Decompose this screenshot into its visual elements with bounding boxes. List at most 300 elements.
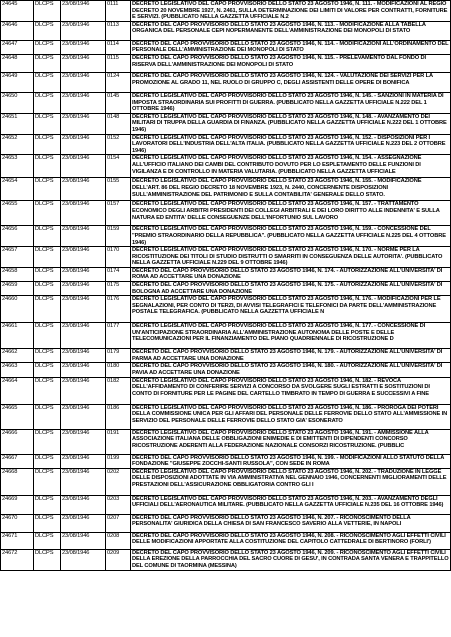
act-description: DECRETO DEL CAPO PROVVISORIO DELLO STATO 23 AGOSTO 1946, N. 180. - AUTORIZZAZIONE ALL'UNIVERSITA' DI PAVIA AD ACCETTARE UNA DONAZIONE xyxy=(132,363,443,377)
act-code: 0170 xyxy=(107,247,120,254)
table-row xyxy=(1,155,451,178)
table-row xyxy=(1,113,451,134)
act-date: 23/08/1946 xyxy=(62,40,90,47)
act-date-cell xyxy=(61,454,106,468)
act-code: 0148 xyxy=(107,113,120,120)
row-number: 24652 xyxy=(2,134,18,141)
act-type: DLCPS xyxy=(35,92,54,99)
act-description-cell xyxy=(131,377,451,404)
row-number: 24649 xyxy=(2,72,18,79)
row-number: 24646 xyxy=(2,21,18,28)
act-code: 0154 xyxy=(107,155,120,162)
act-type-cell xyxy=(34,1,61,22)
act-type-cell xyxy=(34,495,61,514)
table-row xyxy=(1,226,451,247)
row-number: 24668 xyxy=(2,468,18,475)
act-code: 0207 xyxy=(107,514,120,521)
act-date-cell xyxy=(61,323,106,349)
act-description: DECRETO LEGISLATIVO DEL CAPO PROVVISORIO DELLO STATO 23 AGOSTO 1946, N. 202. - TRADUZIONE IN LEGGE DELLE DISPOSIZIONI ADOTTATE IN VIA AMMINISTRATIVA NEL GENNAIO 1946, CONCERNENTI MIGLIORAMENTI DELLE PRESTAZIONI DELL'ASSICURAZIONE OBBLIGATORIA CONTRO GLI I xyxy=(132,468,447,488)
act-type: DLCPS xyxy=(35,454,54,461)
row-number-cell xyxy=(1,54,34,72)
act-type: DLCPS xyxy=(35,323,54,330)
act-date: 23/08/1946 xyxy=(62,323,90,330)
row-number-cell xyxy=(1,429,34,454)
act-type-cell xyxy=(34,468,61,495)
act-type-cell xyxy=(34,54,61,72)
act-date: 23/08/1946 xyxy=(62,178,90,185)
act-description-cell xyxy=(131,92,451,113)
act-type: DLCPS xyxy=(35,495,54,502)
table-row xyxy=(1,429,451,454)
row-number: 24648 xyxy=(2,54,18,61)
act-code-cell xyxy=(106,363,131,377)
row-number-cell xyxy=(1,532,34,549)
act-date-cell xyxy=(61,54,106,72)
act-type: DLCPS xyxy=(35,72,54,79)
row-number-cell xyxy=(1,155,34,178)
act-code-cell xyxy=(106,201,131,226)
act-description: DECRETO LEGISLATIVO DEL CAPO PROVVISORIO DELLO STATO 23 AGOSTO 1946, N. 159. - CONCESSIONE DEL "PREMIO STRAORDINARIO DELLA REPUBBLICA". (PUBBLICATO NELLA GAZZETTA UFFICIALE N.225 DEL 4 OTTOBRE 1946) xyxy=(132,226,446,246)
row-number: 24661 xyxy=(2,323,18,330)
act-type: DLCPS xyxy=(35,532,54,539)
act-description: DECRETO DEL CAPO PROVVISORIO DELLO STATO 23 AGOSTO 1946, N. 114. - MODIFICAZIONI ALL'ORDINAMENTO DEL PERSONALE DELL'AMMINISTRAZIONE DEI MONOPOLI DI STATO xyxy=(132,40,449,54)
act-description: DECRETO DEL CAPO PROVVISORIO DELLO STATO 23 AGOSTO 1946, N. 113. - MODIFICAZIONE ALLA TABELLA ORGANICA DEL PERSONALE CEPI NOPERMANENTE DELL'AMMINISTRAZIONE DEI MONOPOLI DI STATO xyxy=(132,21,426,35)
table-row xyxy=(1,21,451,40)
act-date: 23/08/1946 xyxy=(62,377,90,384)
act-description-cell xyxy=(131,495,451,514)
row-number: 24658 xyxy=(2,267,18,274)
act-type-cell xyxy=(34,113,61,134)
act-description-cell xyxy=(131,40,451,54)
act-date: 23/08/1946 xyxy=(62,21,90,28)
act-date-cell xyxy=(61,404,106,429)
act-code: 0114 xyxy=(107,40,119,47)
act-code-cell xyxy=(106,323,131,349)
act-type-cell xyxy=(34,454,61,468)
act-date-cell xyxy=(61,349,106,363)
act-code: 0175 xyxy=(107,282,120,289)
act-type: DLCPS xyxy=(35,267,54,274)
act-code-cell xyxy=(106,247,131,268)
act-code: 0180 xyxy=(107,363,120,370)
act-type: DLCPS xyxy=(35,1,54,7)
act-date-cell xyxy=(61,226,106,247)
act-code-cell xyxy=(106,267,131,281)
act-description-cell xyxy=(131,72,451,92)
act-description-cell xyxy=(131,247,451,268)
act-date-cell xyxy=(61,201,106,226)
row-number-cell xyxy=(1,201,34,226)
act-code: 0124 xyxy=(107,72,120,79)
row-number-cell xyxy=(1,267,34,281)
row-number-cell xyxy=(1,349,34,363)
act-type-cell xyxy=(34,134,61,155)
act-date-cell xyxy=(61,40,106,54)
table-row xyxy=(1,40,451,54)
act-date: 23/08/1946 xyxy=(62,282,90,289)
row-number: 24650 xyxy=(2,92,18,99)
act-type-cell xyxy=(34,92,61,113)
row-number-cell xyxy=(1,40,34,54)
row-number-cell xyxy=(1,323,34,349)
act-type: DLCPS xyxy=(35,549,54,556)
act-type-cell xyxy=(34,296,61,323)
act-code: 0199 xyxy=(107,454,120,461)
act-description: DECRETO DEL CAPO PROVVISORIO DELLO STATO 23 AGOSTO 1946, N. 115. - PRELEVAMENTO DAL FONDO DI RISERVA DELL'AMMINISTRAZIONE DEI MONOPOLI DI STATO xyxy=(132,54,426,68)
act-date: 23/08/1946 xyxy=(62,72,90,79)
act-date: 23/08/1946 xyxy=(62,296,90,303)
act-code: 0111 xyxy=(107,1,119,7)
act-description-cell xyxy=(131,532,451,549)
table-row xyxy=(1,54,451,72)
row-number: 24670 xyxy=(2,514,18,521)
act-code: 0179 xyxy=(107,349,120,356)
act-description: DECRETO LEGISLATIVO DEL CAPO PROVVISORIO DELLO STATO 23 AGOSTO 1946, N. 148. - AVANZAMENTO DEI MILITARI DI TRUPPA DELLA GUARDIA DI FINANZA. (PUBBLICATO NELLA GAZZETTA UFFICIALE N.222 DEL 1 OTTOBRE 1946) xyxy=(132,113,447,133)
act-date: 23/08/1946 xyxy=(62,549,90,556)
act-date: 23/08/1946 xyxy=(62,349,90,356)
act-date-cell xyxy=(61,247,106,268)
act-code: 0177 xyxy=(107,323,120,330)
table-row xyxy=(1,532,451,549)
act-description: DECRETO LEGISLATIVO DEL CAPO PROVVISORIO DELLO STATO 23 AGOSTO 1946, N. 203. - AVANZAMENTO DEGLI UFFICIALI DELL'AERONAUTICA MILITARE. (PUBBLICATO NELLA GAZZETTA UFFICIALE N.235 DEL 16 OTTOBRE 1946) xyxy=(132,495,444,509)
act-date: 23/08/1946 xyxy=(62,92,90,99)
act-date: 23/08/1946 xyxy=(62,1,90,7)
act-code-cell xyxy=(106,404,131,429)
act-description: DECRETO LEGISLATIVO DEL CAPO PROVVISORIO DELLO STATO 23 AGOSTO 1946, N. 186. - PROROGA DEI POTERI DELLA COMMISSIONE UNICA PER GLI AFFARI DEL PERSONALE DELLE FERROVIE DELLO STATO ALL'AMMISSIONE IN SERVIZIO DEL PERSONALE DELLE FERROVIE DELLO STATO GIA' ESONERATO xyxy=(132,404,448,424)
act-date-cell xyxy=(61,282,106,296)
act-code-cell xyxy=(106,155,131,178)
act-date-cell xyxy=(61,514,106,532)
act-description-cell xyxy=(131,201,451,226)
act-description: DECRETO LEGISLATIVO DEL CAPO PROVVISORIO DELLO STATO 23 AGOSTO 1946, N. 176. - MODIFICAZIONI PER LE SEGNALAZIONI, PER CONTO DI TERZI, DI AVVISI TELEGRAFICI E TELEFONICI DA PARTE DELL'AMMINISTRAZIONE POSTALE TELEGRAFICA. (PUBBLICATO NELLA GAZZETTA UFFICIALE N xyxy=(132,296,441,316)
row-number-cell xyxy=(1,549,34,570)
row-number-cell xyxy=(1,113,34,134)
act-description-cell xyxy=(131,134,451,155)
act-code-cell xyxy=(106,1,131,22)
row-number: 24659 xyxy=(2,282,18,289)
act-code-cell xyxy=(106,495,131,514)
act-date: 23/08/1946 xyxy=(62,532,90,539)
act-type-cell xyxy=(34,40,61,54)
table-row xyxy=(1,454,451,468)
act-code-cell xyxy=(106,429,131,454)
act-code: 0191 xyxy=(107,429,120,436)
act-type: DLCPS xyxy=(35,155,54,162)
act-code: 0203 xyxy=(107,495,120,502)
table-row xyxy=(1,201,451,226)
act-description: DECRETO LEGISLATIVO DEL CAPO PROVVISORIO DELLO STATO 23 AGOSTO 1946, N. 177. - CONCESSIONE DI UN'ANTICIPAZIONE STRAORDINARIA ALL'AMMINISTRAZIONE AUTONOMA DELLE POSTE E DELLE TELECOMUNICAZIONI PER IL FINANZIAMENTO DEL PIANO QUADRIENNALE DI RICOSTRUZIONE D xyxy=(132,323,426,343)
act-code: 0208 xyxy=(107,532,120,539)
act-description: DECRETO DEL CAPO PROVVISORIO DELLO STATO 23 AGOSTO 1946, N. 174. - AUTORIZZAZIONE ALL'UNIVERSITA' DI ROMA AD ACCETTARE UNA DONAZIONE xyxy=(132,267,443,281)
act-type: DLCPS xyxy=(35,282,54,289)
act-code: 0176 xyxy=(107,296,120,303)
act-description: DECRETO LEGISLATIVO DEL CAPO PROVVISORIO DELLO STATO 23 AGOSTO 1946, N. 182. - REVOCA DELL'AFFIDAMENTO DI CONFERIRE SERVIZI A CONCORSO DA SVOLGERE SUGLI ESTRATTI E SOSTITUZIONI DI CONTO DI FORNITURE PER LE PAGINE DEL CARTELLO TIMBRATO IN TEMPO DI GUERRA E SUCCESSIVI A FINE xyxy=(132,377,430,397)
act-date-cell xyxy=(61,468,106,495)
act-description-cell xyxy=(131,1,451,22)
act-description: DECRETO LEGISLATIVO DEL CAPO PROVVISORIO DELLO STATO 23 AGOSTO 1946, N. 157. - TRATTAMENTO ECONOMICO DEGLI ARBITRI PRESIDENTI DEI COLLEGI ARBITRALI E DEI LORO DIRITTO ALLE INDENNITA' E SULLA NATURA ED ENTITA' DELLE CONSEGUENZE DELL'INFORTUNIO SUL LAVORO xyxy=(132,201,440,221)
act-type: DLCPS xyxy=(35,404,54,411)
act-code: 0182 xyxy=(107,377,120,384)
act-code: 0157 xyxy=(107,201,120,208)
row-number-cell xyxy=(1,363,34,377)
act-code-cell xyxy=(106,113,131,134)
act-description: DECRETO DEL CAPO PROVVISORIO DELLO STATO 23 AGOSTO 1946, N. 179. - AUTORIZZAZIONE ALL'UNIVERSITA' DI PARMA AD ACCETTARE UNA DONAZIONE xyxy=(132,349,443,362)
row-number-cell xyxy=(1,72,34,92)
act-date: 23/08/1946 xyxy=(62,113,90,120)
act-date-cell xyxy=(61,155,106,178)
act-description: DECRETO DEL CAPO PROVVISORIO DELLO STATO 23 AGOSTO 1946, N. 208. - RICONOSCIMENTO AGLI EFFETTI CIVILI DELLE MODIFICAZIONI APPORTATE ALLA COSTITUZIONE DEL CAPITOLO CATTEDRALE DI BERTINORO (FORLI') xyxy=(132,532,446,546)
table-row xyxy=(1,92,451,113)
act-code-cell xyxy=(106,92,131,113)
table-row xyxy=(1,495,451,514)
act-code-cell xyxy=(106,349,131,363)
act-type-cell xyxy=(34,514,61,532)
act-date-cell xyxy=(61,495,106,514)
row-number: 24645 xyxy=(2,1,18,7)
row-number-cell xyxy=(1,282,34,296)
act-date-cell xyxy=(61,72,106,92)
table-row xyxy=(1,72,451,92)
act-code-cell xyxy=(106,226,131,247)
act-description-cell xyxy=(131,429,451,454)
act-type: DLCPS xyxy=(35,201,54,208)
act-type-cell xyxy=(34,349,61,363)
act-code-cell xyxy=(106,549,131,570)
act-description-cell xyxy=(131,349,451,363)
act-type-cell xyxy=(34,363,61,377)
act-date-cell xyxy=(61,429,106,454)
act-code: 0174 xyxy=(107,267,120,274)
act-type-cell xyxy=(34,72,61,92)
act-description-cell xyxy=(131,155,451,178)
row-number: 24665 xyxy=(2,404,18,411)
act-date-cell xyxy=(61,1,106,22)
act-date: 23/08/1946 xyxy=(62,134,90,141)
table-row xyxy=(1,178,451,201)
act-code: 0186 xyxy=(107,404,120,411)
act-date: 23/08/1946 xyxy=(62,247,90,254)
act-type: DLCPS xyxy=(35,134,54,141)
table-row xyxy=(1,349,451,363)
act-date-cell xyxy=(61,113,106,134)
act-type: DLCPS xyxy=(35,113,54,120)
act-date: 23/08/1946 xyxy=(62,54,90,61)
act-code: 0209 xyxy=(107,549,120,556)
act-code-cell xyxy=(106,296,131,323)
table-row xyxy=(1,267,451,281)
act-description: DECRETO LEGISLATIVO DEL CAPO PROVVISORIO DELLO STATO 23 AGOSTO 1946, N. 154. - ASSEGNAZIONE ALL'UFFICIO ITALIANO DEI CAMBI DEL CONTRIBUTO DOVUTO PER LO ESPLETAMENTO DELLE FUNZIONI DI VIGILANZA E DI CONTROLLO IN MATERIA VALUTARIA. (PUBBLICATO NELLA GAZZETTA UFFICIALE xyxy=(132,155,422,175)
act-date: 23/08/1946 xyxy=(62,468,90,475)
row-number: 24651 xyxy=(2,113,18,120)
act-date: 23/08/1946 xyxy=(62,201,90,208)
act-code-cell xyxy=(106,532,131,549)
act-description-cell xyxy=(131,178,451,201)
act-date: 23/08/1946 xyxy=(62,429,90,436)
table-row xyxy=(1,514,451,532)
act-type: DLCPS xyxy=(35,429,54,436)
act-type: DLCPS xyxy=(35,377,54,384)
act-date: 23/08/1946 xyxy=(62,404,90,411)
act-type: DLCPS xyxy=(35,40,54,47)
act-description: DECRETO DEL CAPO PROVVISORIO DELLO STATO 23 AGOSTO 1946, N. 175. - AUTORIZZAZIONE ALL'UNIVERSITA' DI BOLOGNA AD ACCETTARE UNA DONAZIONE xyxy=(132,282,443,295)
act-description-cell xyxy=(131,404,451,429)
act-type-cell xyxy=(34,549,61,570)
act-date-cell xyxy=(61,178,106,201)
table-row xyxy=(1,323,451,349)
act-description: DECRETO LEGISLATIVO DEL CAPO PROVVISORIO DELLO STATO 23 AGOSTO 1946, N. 111. - MODIFICAZIONI AL REGIO DECRETO 20 NOVEMBRE 1927, N. 2461, SULLA DETERMINAZIONE DEI LIMITI DI VALORE PER CONTRATTI, FORNITURE E SERVIZI. (PUBBLICATO NELLA GAZZETTA UFFICIALE N.2 xyxy=(132,1,448,21)
act-date-cell xyxy=(61,363,106,377)
table-row xyxy=(1,377,451,404)
act-description: DECRETO DEL CAPO PROVVISORIO DELLO STATO 23 AGOSTO 1946, N. 209. - RICONOSCIMENTO AGLI EFFETTI CIVILI DELLA EREZIONE DELLA PARROCCHIA DEL SACRO CUORE DI GESU', IN CONTRADA SANTA VENERA E TRAPPITELLO DEL COMUNE DI TAORMINA (MESSINA) xyxy=(132,549,449,569)
row-number: 24654 xyxy=(2,178,18,185)
table-row xyxy=(1,404,451,429)
act-type-cell xyxy=(34,323,61,349)
act-code-cell xyxy=(106,514,131,532)
act-date: 23/08/1946 xyxy=(62,495,90,502)
act-description-cell xyxy=(131,267,451,281)
row-number: 24671 xyxy=(2,532,18,539)
row-number: 24657 xyxy=(2,247,18,254)
act-description-cell xyxy=(131,549,451,570)
table-row xyxy=(1,296,451,323)
act-description: DECRETO LEGISLATIVO DEL CAPO PROVVISORIO DELLO STATO 23 AGOSTO 1946, N. 191. - AMMISSIONE ALLA ASSOCIAZIONE ITALIANA DELLE OBBLIGAZIONI ENIMEDIE E DI EMITTENTI DI DIPENDENTI CONCORSO RICOSTRUZIONE ADERENTI ALLA FEDERAZIONE NAZIONALE CONSORZI RICOSTRUZIONE. (PUBBLIC xyxy=(132,429,429,449)
act-date: 23/08/1946 xyxy=(62,226,90,233)
table-row xyxy=(1,549,451,570)
act-type-cell xyxy=(34,178,61,201)
act-code-cell xyxy=(106,40,131,54)
act-code-cell xyxy=(106,72,131,92)
row-number-cell xyxy=(1,377,34,404)
act-type-cell xyxy=(34,429,61,454)
act-date-cell xyxy=(61,134,106,155)
row-number-cell xyxy=(1,1,34,22)
act-date: 23/08/1946 xyxy=(62,454,90,461)
table-row xyxy=(1,282,451,296)
act-description: DECRETO DEL CAPO PROVVISORIO DELLO STATO 23 AGOSTO 1946, N. 207. - RICONOSCIMENTO DELLA PERSONALITA' GIURIDICA DELLA CHIESA DI SAN FRANCESCO SAVERIO ALLA VETTERIE, IN NAPOLI xyxy=(132,514,411,528)
row-number-cell xyxy=(1,247,34,268)
act-date-cell xyxy=(61,532,106,549)
act-type: DLCPS xyxy=(35,54,54,61)
row-number-cell xyxy=(1,454,34,468)
row-number-cell xyxy=(1,495,34,514)
act-type-cell xyxy=(34,282,61,296)
act-description-cell xyxy=(131,54,451,72)
row-number-cell xyxy=(1,226,34,247)
row-number: 24664 xyxy=(2,377,18,384)
act-code-cell xyxy=(106,282,131,296)
act-date: 23/08/1946 xyxy=(62,363,90,370)
act-description-cell xyxy=(131,468,451,495)
act-type-cell xyxy=(34,532,61,549)
act-code-cell xyxy=(106,134,131,155)
row-number-cell xyxy=(1,92,34,113)
act-type: DLCPS xyxy=(35,21,54,28)
act-type: DLCPS xyxy=(35,363,54,370)
row-number-cell xyxy=(1,514,34,532)
row-number: 24655 xyxy=(2,201,18,208)
act-description: DECRETO LEGISLATIVO DEL CAPO PROVVISORIO DELLO STATO 23 AGOSTO 1946, N. 170. - NORME PER LA RICOSTITUZIONE DEI TITOLI DI STUDIO DISTRUTTI O SMARRITI IN CONSEGUENZA DELLE AUTORITA'. (PUBBLICATO NELLA GAZZETTA UFFICIALE N.229 DEL 9 OTTOBRE 1946) xyxy=(132,247,443,267)
act-description: DECRETO DEL CAPO PROVVISORIO DELLO STATO 23 AGOSTO 1946, N. 124. - VALUTAZIONE DEI SERVIZI PER LA PROMOZIONE AL GRADO 11, NEL RUOLO DI GRUPPO C, DEGLI ASSISTENTI DELLE OPERE DI BONIFICA xyxy=(132,72,433,86)
act-type: DLCPS xyxy=(35,247,54,254)
act-code: 0113 xyxy=(107,21,119,28)
act-type-cell xyxy=(34,404,61,429)
act-code-cell xyxy=(106,178,131,201)
act-code: 0115 xyxy=(107,54,119,61)
act-description-cell xyxy=(131,323,451,349)
act-description-cell xyxy=(131,113,451,134)
act-code: 0202 xyxy=(107,468,120,475)
row-number-cell xyxy=(1,21,34,40)
act-type: DLCPS xyxy=(35,468,54,475)
act-type: DLCPS xyxy=(35,178,54,185)
laws-table-body xyxy=(1,1,451,571)
table-row xyxy=(1,363,451,377)
act-type-cell xyxy=(34,21,61,40)
act-description: DECRETO LEGISLATIVO DEL CAPO PROVVISORIO DELLO STATO 23 AGOSTO 1946, N. 152. - DISPOSIZIONI PER I LAVORATORI DELL'INDUSTRIA DELL'ALTA ITALIA. (PUBBLICATO NELLA GAZZETTA UFFICIALE N.223 DEL 2 OTTOBRE 1946) xyxy=(132,134,446,154)
row-number: 24666 xyxy=(2,429,18,436)
act-code-cell xyxy=(106,377,131,404)
row-number: 24647 xyxy=(2,40,18,47)
row-number-cell xyxy=(1,296,34,323)
row-number: 24653 xyxy=(2,155,18,162)
act-description: DECRETO DEL CAPO PROVVISORIO DELLO STATO 23 AGOSTO 1946, N. 199. - MODIFICAZIONI ALLO STATUTO DELLA FONDAZIONE "GIUSEPPE ZOCCHI-SANTI RUSSOLA", CON SEDE IN ROMA xyxy=(132,454,444,468)
act-type: DLCPS xyxy=(35,514,54,521)
act-date-cell xyxy=(61,549,106,570)
act-description-cell xyxy=(131,454,451,468)
act-type: DLCPS xyxy=(35,296,54,303)
act-date-cell xyxy=(61,296,106,323)
act-description-cell xyxy=(131,21,451,40)
act-description-cell xyxy=(131,296,451,323)
act-date: 23/08/1946 xyxy=(62,514,90,521)
act-type-cell xyxy=(34,226,61,247)
act-type-cell xyxy=(34,267,61,281)
act-description: DECRETO LEGISLATIVO DEL CAPO PROVVISORIO DELLO STATO 23 AGOSTO 1946, N. 145. - SANZIONI IN MATERIA DI IMPOSTA STRAORDINARIA SUI PROFITTI DI GUERRA. (PUBBLICATO NELLA GAZZETTA UFFICIALE N.222 DEL 1 OTTOBRE 1946) xyxy=(132,92,444,113)
act-code-cell xyxy=(106,468,131,495)
act-date: 23/08/1946 xyxy=(62,267,90,274)
table-row xyxy=(1,1,451,22)
act-code-cell xyxy=(106,54,131,72)
act-code-cell xyxy=(106,21,131,40)
row-number: 24672 xyxy=(2,549,18,556)
table-row xyxy=(1,134,451,155)
act-code-cell xyxy=(106,454,131,468)
row-number: 24656 xyxy=(2,226,18,233)
act-type-cell xyxy=(34,377,61,404)
act-code: 0145 xyxy=(107,92,120,99)
act-code: 0155 xyxy=(107,178,120,185)
table-row xyxy=(1,247,451,268)
row-number-cell xyxy=(1,468,34,495)
table-row xyxy=(1,468,451,495)
act-type: DLCPS xyxy=(35,226,54,233)
row-number-cell xyxy=(1,404,34,429)
act-code: 0152 xyxy=(107,134,120,141)
act-description-cell xyxy=(131,514,451,532)
act-type-cell xyxy=(34,155,61,178)
act-type-cell xyxy=(34,247,61,268)
row-number: 24669 xyxy=(2,495,18,502)
act-description-cell xyxy=(131,363,451,377)
act-date-cell xyxy=(61,377,106,404)
act-description: DECRETO LEGISLATIVO DEL CAPO PROVVISORIO DELLO STATO 23 AGOSTO 1946, N. 155. - MODIFICAZIONE DELL'ART. 86 DEL REGIO DECRETO 18 NOVEMBRE 1923, N. 2440, CONCERNENTE DISPOSIZIONI SULL'AMMINISTRAZIONE DEL PATRIMONIO E SULLA CONTABILITA' GENERALE DELLO STATO. xyxy=(132,178,422,198)
act-description-cell xyxy=(131,226,451,247)
act-date-cell xyxy=(61,92,106,113)
act-code: 0159 xyxy=(107,226,120,233)
row-number: 24663 xyxy=(2,363,18,370)
act-type: DLCPS xyxy=(35,349,54,356)
row-number-cell xyxy=(1,134,34,155)
